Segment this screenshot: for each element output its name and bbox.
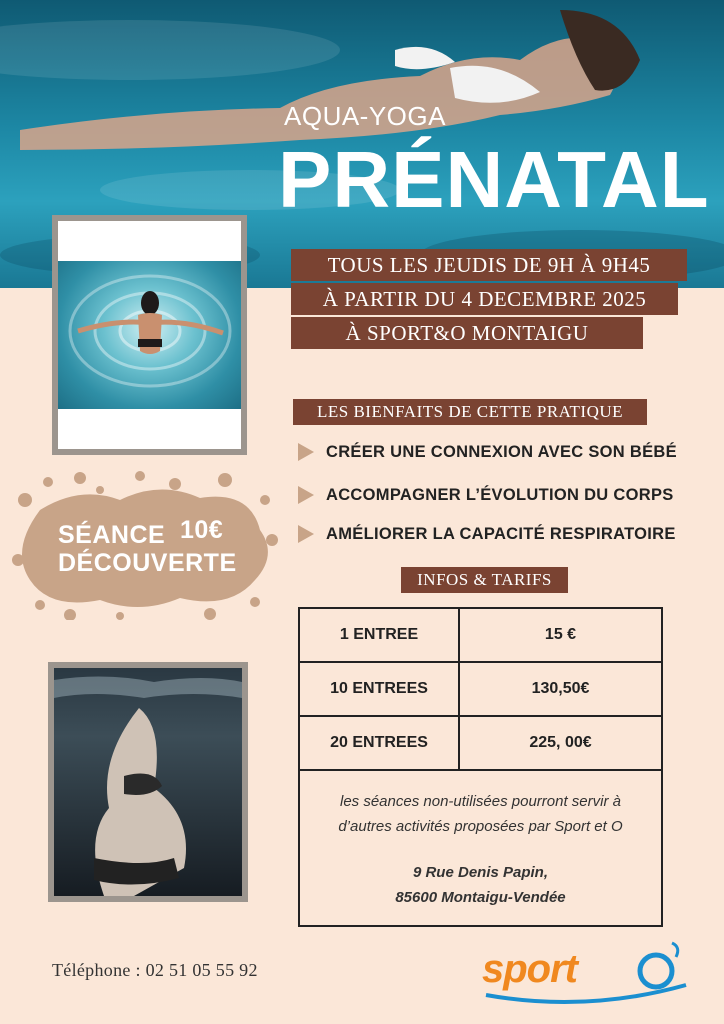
price-label: 1 ENTREE <box>300 609 460 661</box>
price-value: 15 € <box>544 626 577 643</box>
subtitle-aqua-yoga: AQUA-YOGA <box>284 101 446 131</box>
table-row <box>300 717 661 771</box>
address-line: 9 Rue Denis Papin, <box>412 864 549 881</box>
schedule-line-3: À SPORT&O MONTAIGU <box>291 317 643 349</box>
tarifs-heading: INFOS & TARIFS <box>401 567 568 593</box>
schedule-line-1: TOUS LES JEUDIS DE 9H À 9H45 <box>291 249 687 281</box>
benefit-text: CRÉER UNE CONNEXION AVEC SON BÉBÉ <box>326 442 677 461</box>
sport-et-o-logo <box>476 935 694 1007</box>
arrow-icon <box>298 486 314 504</box>
promo-price: 10€ <box>180 516 224 544</box>
swimmer-photo-frame <box>52 215 247 455</box>
benefits-heading: LES BIENFAITS DE CETTE PRATIQUE <box>293 399 647 425</box>
price-table <box>298 607 663 927</box>
promo-seance-label: SÉANCE <box>58 521 166 549</box>
swimmer-photo <box>58 261 241 409</box>
page-title: PRÉNATAL <box>278 135 710 224</box>
phone-number: Téléphone : 02 51 05 55 92 <box>52 960 258 980</box>
benefit-item <box>298 481 674 509</box>
note-line: les séances non-utilisées pourront servir à <box>340 793 621 810</box>
pregnant-photo-frame <box>48 662 248 902</box>
price-label: 10 ENTREES <box>300 663 460 715</box>
address <box>300 860 661 910</box>
logo-text: sport <box>482 947 577 991</box>
benefit-item <box>298 520 676 548</box>
price-label: 20 ENTREES <box>300 717 460 769</box>
price-value: 130,50€ <box>531 680 590 697</box>
note-line: d’autres activités proposées par Sport et O <box>338 818 623 835</box>
tarifs-note <box>300 771 661 925</box>
benefit-item <box>298 438 677 466</box>
promo-decouverte-label: DÉCOUVERTE <box>58 549 237 577</box>
benefit-text: AMÉLIORER LA CAPACITÉ RESPIRATOIRE <box>326 524 676 543</box>
price-value: 225, 00€ <box>529 734 592 751</box>
table-row <box>300 663 661 717</box>
schedule-line-2: À PARTIR DU 4 DECEMBRE 2025 <box>291 283 678 315</box>
arrow-icon <box>298 525 314 543</box>
address-line: 85600 Montaigu-Vendée <box>395 889 566 906</box>
arrow-icon <box>298 443 314 461</box>
pregnant-woman-photo <box>54 668 242 896</box>
benefit-text: ACCOMPAGNER L’ÉVOLUTION DU CORPS <box>326 485 674 504</box>
table-row <box>300 609 661 663</box>
